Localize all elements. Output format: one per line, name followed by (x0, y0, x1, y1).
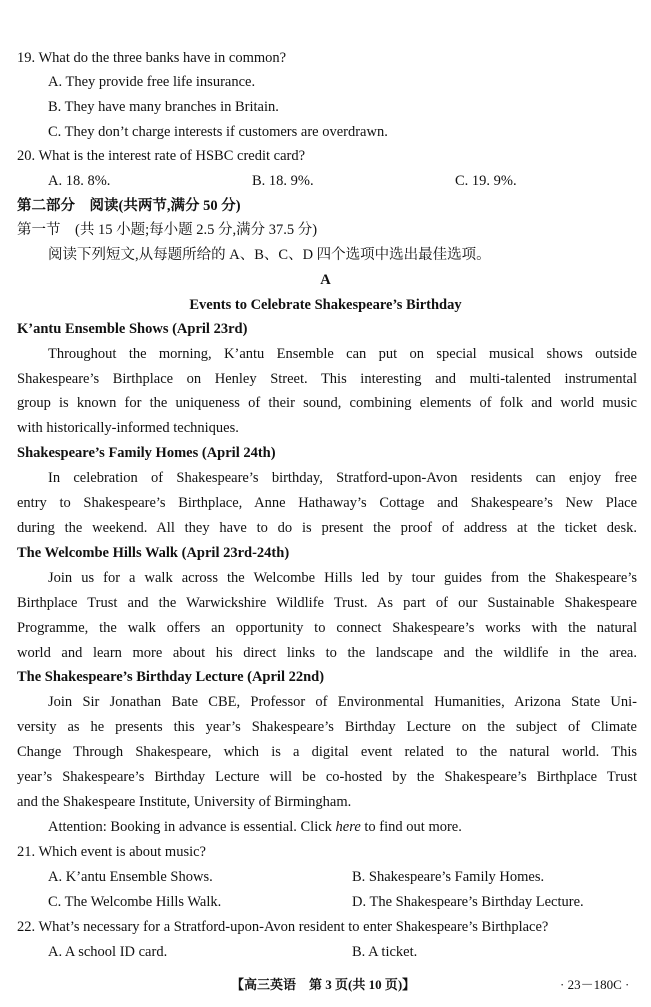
q20-option-b: B. 18. 9%. (252, 173, 314, 189)
passage-letter: A (320, 272, 331, 288)
q19-stem: 19. What do the three banks have in common? (17, 50, 287, 66)
page-code: · 23－180C · (560, 977, 630, 992)
event3-line: Programme, the walk offers an opportunity to connect Shakespeare’s works with the natural (17, 620, 637, 636)
q19-option-a: A. They provide free life insurance. (48, 74, 256, 90)
event3-line: world and learn more about his direct links to the landscape and the wildlife in the area. (17, 645, 637, 661)
q19-option-b: B. They have many branches in Britain. (48, 99, 279, 115)
q21-option-b: B. Shakespeare’s Family Homes. (352, 869, 545, 885)
event4-heading: The Shakespeare’s Birthday Lecture (April 22nd) (17, 669, 325, 685)
event1-heading: K’antu Ensemble Shows (April 23rd) (17, 321, 248, 337)
event4-line: versity as he presents this year’s Shakespeare’s Birthday Lecture on the subject of Climate (17, 719, 637, 735)
event4-line: Join Sir Jonathan Bate CBE, Professor of Environmental Humanities, Arizona State Uni- (48, 694, 637, 710)
event4-line: Change Through Shakespeare, which is a digital event related to the natural world. This (17, 744, 637, 760)
part2-heading: 第二部分 阅读(共两节,满分 50 分) (17, 198, 241, 214)
event2-heading: Shakespeare’s Family Homes (April 24th) (17, 445, 276, 461)
instructions: 阅读下列短文,从每题所给的 A、B、C、D 四个选项中选出最佳选项。 (48, 247, 491, 263)
q22-stem: 22. What’s necessary for a Stratford-upon-Avon resident to enter Shakespeare’s Birthplace? (17, 919, 549, 935)
event1-line: with historically-informed techniques. (17, 420, 239, 436)
q20-stem: 20. What is the interest rate of HSBC credit card? (17, 148, 306, 164)
q22-option-a: A. A school ID card. (48, 944, 168, 960)
event2-line: during the weekend. All they have to do is present the proof of address at the ticket desk. (17, 520, 637, 536)
q19-option-c: C. They don’t charge interests if customers are overdrawn. (48, 124, 388, 140)
attention-note (48, 818, 462, 836)
here-link[interactable]: here (335, 819, 361, 835)
event1-line: Throughout the morning, K’antu Ensemble can put on special musical shows outside (48, 346, 637, 362)
event1-line: group is known for the uniqueness of their sound, combining elements of folk and world music (17, 395, 637, 411)
passage-title: Events to Celebrate Shakespeare’s Birthday (189, 297, 462, 313)
event2-line: In celebration of Shakespeare’s birthday, Stratford-upon-Avon residents can enjoy free (48, 470, 637, 486)
event4-line: year’s Shakespeare’s Birthday Lecture will be co-hosted by the Shakespeare’s Birthplace Trust (17, 769, 637, 785)
event2-line: entry to Shakespeare’s Birthplace, Anne Hathaway’s Cottage and Shakespeare’s New Place (17, 495, 637, 511)
event4-line: and the Shakespeare Institute, University of Birmingham. (17, 794, 352, 810)
q21-option-a: A. K’antu Ensemble Shows. (48, 869, 213, 885)
event3-line: Birthplace Trust and the Warwickshire Wildlife Trust. As part of our Sustainable Shakespeare (17, 595, 637, 611)
q21-stem: 21. Which event is about music? (17, 844, 206, 860)
page-footer: 【高三英语 第 3 页(共 10 页)】 (231, 977, 416, 992)
q22-option-b: B. A ticket. (352, 944, 418, 960)
q21-option-c: C. The Welcombe Hills Walk. (48, 894, 222, 910)
event3-heading: The Welcombe Hills Walk (April 23rd-24th) (17, 545, 290, 561)
q21-option-d: D. The Shakespeare’s Birthday Lecture. (352, 894, 584, 910)
event1-line: Shakespeare’s Birthplace on Henley Street. This interesting and multi-talented instrumental (17, 371, 637, 387)
q20-option-a: A. 18. 8%. (48, 173, 111, 189)
event3-line: Join us for a walk across the Welcombe Hills led by tour guides from the Shakespeare’s (48, 570, 637, 586)
section1-heading: 第一节 (共 15 小题;每小题 2.5 分,满分 37.5 分) (17, 222, 318, 238)
attention-text: Attention: Booking in advance is essential. Click (48, 819, 336, 835)
attention-text-end: to find out more. (360, 819, 462, 835)
q20-option-c: C. 19. 9%. (455, 173, 517, 189)
